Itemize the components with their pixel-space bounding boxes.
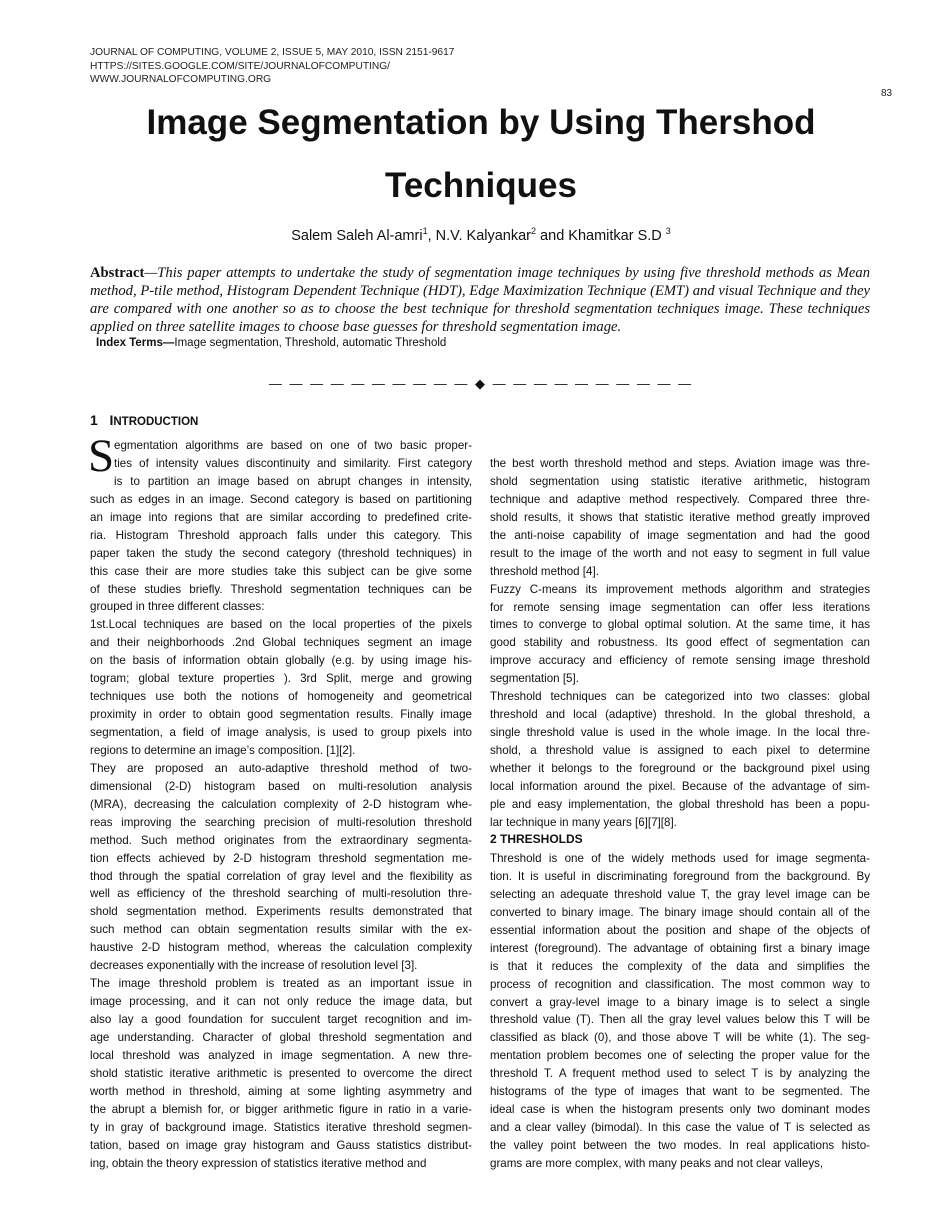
- text-line: shold statistic iterative arithmetic is presented to overcome the direct: [90, 1066, 472, 1080]
- text-line: grouped in three different classes:: [90, 600, 265, 614]
- abstract-label: Abstract: [90, 265, 145, 281]
- text-line: threshold and local (adaptive) threshold. In the global threshold, a: [490, 708, 870, 722]
- author-2: , N.V. Kalyankar: [427, 227, 532, 244]
- text-line: reas improving the searching precision of multi-resolution threshold: [90, 815, 472, 829]
- text-line: local information around the pixel. Because of the advantage of sim-: [490, 779, 870, 793]
- text-line: shold, a threshold value is assigned to each pixel to determine: [490, 744, 870, 757]
- affiliation-mark: 1: [422, 226, 428, 236]
- section-heading-thresholds: 2 THRESHOLDS: [490, 832, 583, 846]
- abstract-dash: —: [144, 265, 158, 281]
- text-line: result to the image of the worth and not easy to segment in full value: [490, 546, 870, 560]
- left-column: [88, 430, 472, 1172]
- text-line: and their neighborhoods .2nd Global techniques segment an image: [90, 636, 472, 650]
- text-line: grams are more complex, with many peaks and not clear valleys,: [490, 1156, 824, 1170]
- text-line: age understanding. Character of global threshold segmentation and: [90, 1030, 472, 1044]
- text-line: good stability and robustness. Its good effect of segmentation can: [490, 636, 870, 650]
- text-line: the abrupt a blemish for, or bigger arithmetic figure in ratio in a varie-: [90, 1102, 472, 1116]
- journal-info: JOURNAL OF COMPUTING, VOLUME 2, ISSUE 5, MAY 2010, ISSN 2151-9617: [90, 47, 455, 58]
- text-line: converted to binary image. The binary image should contain all of the: [490, 905, 870, 919]
- text-line: on the basis of information obtain globally (e.g. by using image his-: [90, 654, 472, 668]
- text-line: ple and easy implementation, the global threshold has been a popu-: [490, 797, 870, 811]
- text-line: Threshold is one of the widely methods used for image segmenta-: [490, 852, 870, 865]
- journal-website: WWW.JOURNALOFCOMPUTING.ORG: [90, 74, 272, 85]
- right-column: [490, 455, 870, 832]
- text-line: whether it belongs to the foreground or the background pixel using: [490, 761, 870, 775]
- text-line: ties of intensity values discontinuity and similarity. First category: [114, 456, 472, 470]
- text-line: Fuzzy C-means its improvement methods algorithm and strategies: [490, 582, 870, 596]
- index-terms-label: Index Terms—: [96, 337, 175, 349]
- text-line: shold segmentation using statistic iterative arithmetic, histogram: [490, 474, 870, 488]
- text-line: mentation problem becomes one of selecting the proper value for the: [490, 1049, 870, 1063]
- section-title-initial: I: [109, 412, 114, 428]
- text-line: Threshold techniques can be categorized into two classes: global: [490, 690, 870, 704]
- paper-title-line2: Techniques: [385, 166, 577, 205]
- text-line: worth method in threshold, aiming at some lighting asymmetry and: [90, 1084, 472, 1098]
- text-line: shold segmentation method. Experiments results demonstrated that: [90, 905, 472, 919]
- text-line: thod through the spatial correlation of gray level and the flexibility as: [90, 869, 472, 883]
- authors: [0, 226, 952, 244]
- text-line: essential information about the position and shape of the objects of: [490, 923, 870, 937]
- text-line: single threshold value is used in the whole image. In the local thre-: [490, 726, 870, 740]
- text-line: local threshold was analyzed in image segmentation. A new thre-: [90, 1048, 472, 1062]
- author-3: and Khamitkar S.D: [536, 227, 666, 244]
- text-line: convert a gray-level image to a binary image is to select a single: [490, 995, 870, 1009]
- journal-url: HTTPS://SITES.GOOGLE.COM/SITE/JOURNALOFCOMPUTING/: [90, 60, 390, 72]
- section-number: 1: [90, 412, 98, 428]
- text-line: techniques use both the notions of homogeneity and geometrical: [90, 690, 472, 704]
- text-line: haustive 2-D histogram method, whereas the calculation complexity: [90, 941, 472, 955]
- text-line: lar technique in many years [6][7][8].: [490, 815, 677, 829]
- text-line: process of recognition and classification. The most common way to: [490, 977, 870, 991]
- text-line: decreases exponentially with the increase of resolution level [3].: [90, 959, 418, 973]
- author-1: Salem Saleh Al-amri: [291, 227, 423, 244]
- section-separator: — — — — — — — — — — ◆ — — — — — — — — — —: [268, 376, 694, 391]
- text-line: proximity in order to obtain good segmentation results. Finally image: [90, 708, 472, 722]
- text-line: this case their are more studies take this subject can be give some: [90, 564, 472, 578]
- text-line: for remote sensing image segmentation can offer less iterations: [490, 600, 870, 614]
- text-line: tion effects achieved by 2-D histogram threshold segmentation me-: [90, 851, 472, 865]
- text-line: threshold method [4].: [490, 564, 599, 578]
- text-line: and a clear valley (bimodal). In this case the value of T is selected as: [490, 1121, 870, 1135]
- text-line: method. Such method originates from the extraordinary segmenta-: [90, 833, 472, 847]
- text-line: the anti-noise capability of image segmentation and had the good: [490, 528, 870, 542]
- page-number: 83: [881, 88, 893, 99]
- text-line: togram; global texture properties ). 3rd Split, merge and growing: [90, 672, 472, 686]
- affiliation-mark: 2: [531, 226, 537, 236]
- drop-cap: S: [88, 430, 115, 482]
- text-line: histograms of the type of images that want to be segmented. The: [490, 1085, 870, 1099]
- text-line: technique and adaptive method respectively. Compared three thre-: [490, 492, 870, 506]
- journal-header: [90, 46, 454, 87]
- text-line: regions to determine an image’s composition. [1][2].: [90, 743, 356, 757]
- text-line: such as edges in an image. Second category is based on partitioning: [90, 492, 472, 506]
- text-line: shold results, it shows that statistic iterative method greatly improved: [490, 510, 870, 524]
- text-line: well as efficiency of the threshold searching of multi-resolution thre-: [90, 887, 472, 901]
- text-line: interest (foreground). The advantage of obtaining first a binary image: [490, 941, 870, 955]
- abstract: [90, 264, 870, 336]
- text-line: paper taken the study the second category (threshold techniques) in: [90, 546, 472, 560]
- text-line: such method can obtain segmentation results similar with the ex-: [90, 923, 472, 937]
- text-line: ria. Histogram Threshold approach falls under this category. This: [90, 528, 472, 542]
- thresholds-section-body: [490, 850, 870, 1173]
- text-line: an image into regions that are similar according to predefined crite-: [90, 510, 472, 524]
- index-terms: [96, 337, 446, 349]
- text-line: The image threshold problem is treated as an important issue in: [90, 977, 472, 991]
- text-line: times to converge to global optimal solution. At the same time, it has: [490, 618, 870, 632]
- text-line: tation, based on image gray histogram and Gauss statistics distribut-: [90, 1138, 472, 1152]
- text-line: threshold value (T). Then all the gray level values below this T will be: [490, 1013, 870, 1027]
- text-line: tion. It is useful in discriminating foreground from the background. By: [490, 869, 870, 883]
- text-line: classified as black (0), and those above T will be white (1). The seg-: [490, 1031, 870, 1045]
- text-line: segmentation, a field of image analysis, is used to group pixels into: [90, 726, 472, 739]
- text-line: improve accuracy and efficiency of remote sensing image threshold: [490, 654, 870, 668]
- text-line: is to partition an image based on abrupt changes in intensity,: [114, 474, 472, 488]
- section-heading-introduction: [90, 412, 198, 428]
- text-line: ty in gray of background image. Statistics iterative threshold segmen-: [90, 1120, 472, 1134]
- text-line: They are proposed an auto-adaptive threshold method of two-: [90, 761, 472, 775]
- text-line: also lay a good foundation for succulent target recognition and im-: [90, 1013, 472, 1026]
- affiliation-mark: 3: [665, 226, 671, 236]
- text-line: threshold T. A frequent method used to select T is by analyzing the: [490, 1067, 870, 1081]
- text-line: the valley point between the two modes. In real applications histo-: [490, 1139, 870, 1152]
- text-line: the best worth threshold method and steps. Aviation image was thre-: [490, 457, 870, 470]
- text-line: selecting an adequate threshold value T, the gray level image can be: [490, 887, 870, 901]
- text-line: image processing, and it can not only reduce the image data, but: [90, 995, 472, 1009]
- text-line: ideal case is when the histogram presents only two dominant modes: [490, 1103, 870, 1117]
- text-line: ing, obtain the theory expression of statistics iterative method and: [90, 1156, 427, 1170]
- abstract-text: This paper attempts to undertake the study of segmentation image techniques by using five threshold methods as Mean method, P-tile method, Histogram Dependent Technique (HDT), Edge Maximization Technique (EMT) and visual Technique and they are compared with one another so as to choose the best technique for threshold segmentation techniques image. These techniques applied on three satellite images to choose base guesses for threshold segmentation image.: [90, 265, 870, 335]
- text-line: (MRA), decreasing the calculation complexity of 2-D histogram whe-: [90, 797, 472, 811]
- text-line: egmentation algorithms are based on one of two basic proper-: [114, 439, 472, 452]
- text-line: 1st.Local techniques are based on the local properties of the pixels: [90, 618, 472, 632]
- text-line: of these studies briefly. Threshold segmentation techniques can be: [90, 582, 472, 596]
- index-terms-text: Image segmentation, Threshold, automatic Threshold: [174, 337, 447, 349]
- text-line: segmentation [5].: [490, 672, 579, 686]
- paper-title-line1: Image Segmentation by Using Thershod: [146, 103, 816, 142]
- section-title: NTRODUCTION: [113, 416, 199, 428]
- text-line: is that it reduces the complexity of the data and simplifies the: [490, 959, 870, 973]
- text-line: dimensional (2-D) histogram based on multi-resolution analysis: [90, 779, 472, 793]
